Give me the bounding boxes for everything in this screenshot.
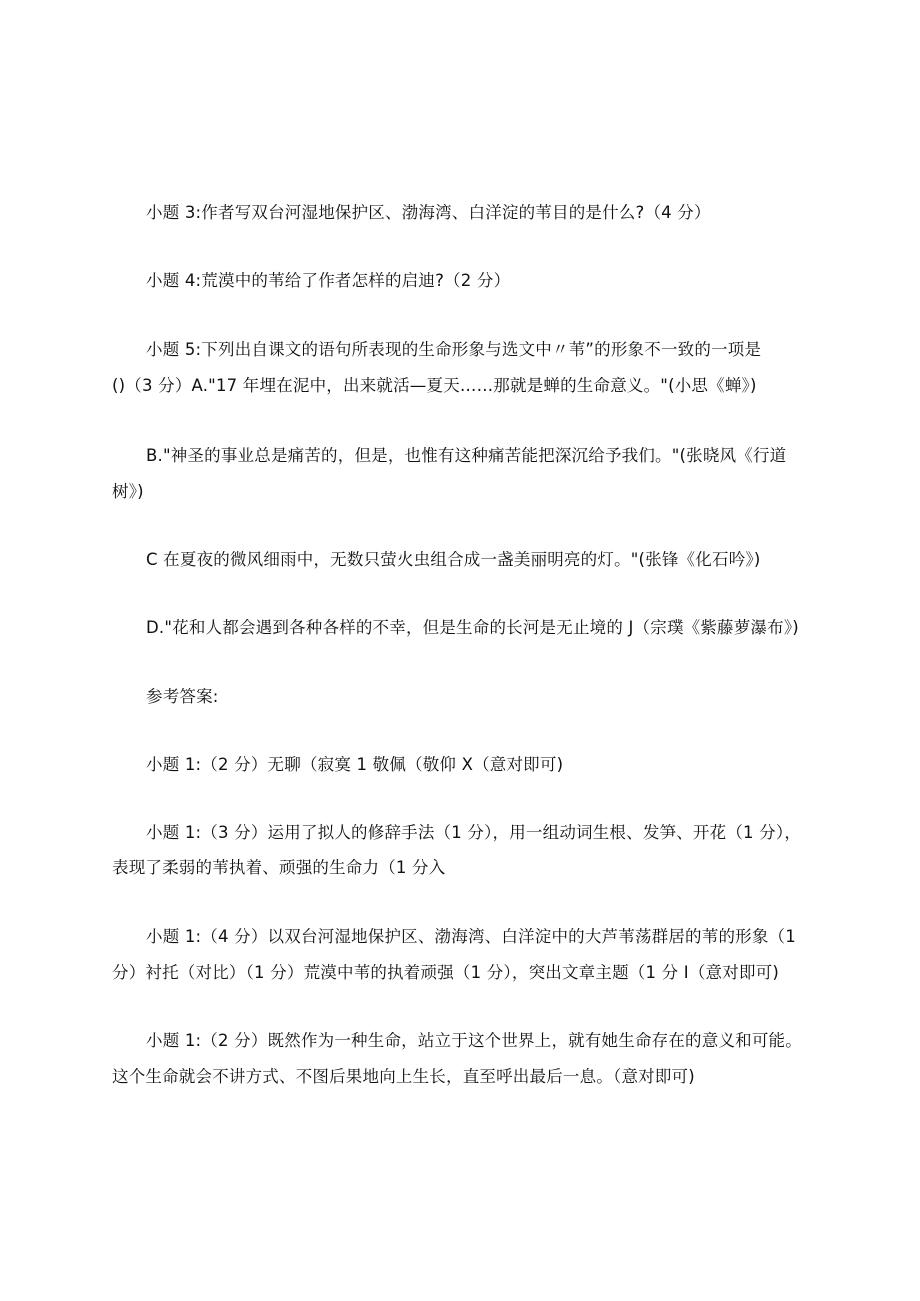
answer-4-line-1: 小题 1:（2 分）既然作为一种生命，站立于这个世界上，就有她生命存在的意义和可能。 xyxy=(146,1031,802,1050)
answer-1: 小题 1:（2 分）无聊（寂寞 1 敬佩（敬仰 X（意对即可) xyxy=(146,755,564,774)
question-5-line-2: ()（3 分）A."17 年埋在泥中，出来就活—夏天……那就是蝉的生命意义。"(小思《蝉》) xyxy=(112,376,757,395)
answer-4-line-2: 这个生命就会不讲方式、不图后果地向上生长，直至呼出最后一息。（意对即可) xyxy=(112,1067,695,1086)
question-3: 小题 3:作者写双台河湿地保护区、渤海湾、白洋淀的苇目的是什么?（4 分） xyxy=(146,203,711,222)
answer-3-line-2: 分）衬托（对比）（1 分）荒漠中苇的执着顽强（1 分），突出文章主题（1 分 I（意对即可) xyxy=(112,963,779,982)
option-c: C 在夏夜的微风细雨中，无数只萤火虫组合成一盏美丽明亮的灯。"(张锋《化石吟》) xyxy=(146,550,761,569)
option-b-line-2: 树》) xyxy=(112,482,144,501)
option-b-line-1: B."神圣的事业总是痛苦的，但是，也惟有这种痛苦能把深沉给予我们。"(张晓风《行道 xyxy=(146,446,787,465)
option-d: D."花和人都会遇到各种各样的不幸，但是生命的长河是无止境的 J（宗璞《紫藤萝瀑布》) xyxy=(146,618,799,637)
question-5-line-1: 小题 5:下列出自课文的语句所表现的生命形象与选文中〃苇”的形象不一致的一项是 xyxy=(146,340,762,359)
answer-3-line-1: 小题 1:（4 分）以双台河湿地保护区、渤海湾、白洋淀中的大芦苇荡群居的苇的形象（1 xyxy=(146,927,796,946)
answers-heading: 参考答案: xyxy=(146,687,219,706)
answer-2-line-2: 表现了柔弱的苇执着、顽强的生命力（1 分入 xyxy=(112,858,446,877)
answer-2-line-1: 小题 1:（3 分）运用了拟人的修辞手法（1 分），用一组动词生根、发笋、开花（1 分）， xyxy=(146,823,802,842)
question-4: 小题 4:荒漠中的苇给了作者怎样的启迪?（2 分） xyxy=(146,271,511,290)
